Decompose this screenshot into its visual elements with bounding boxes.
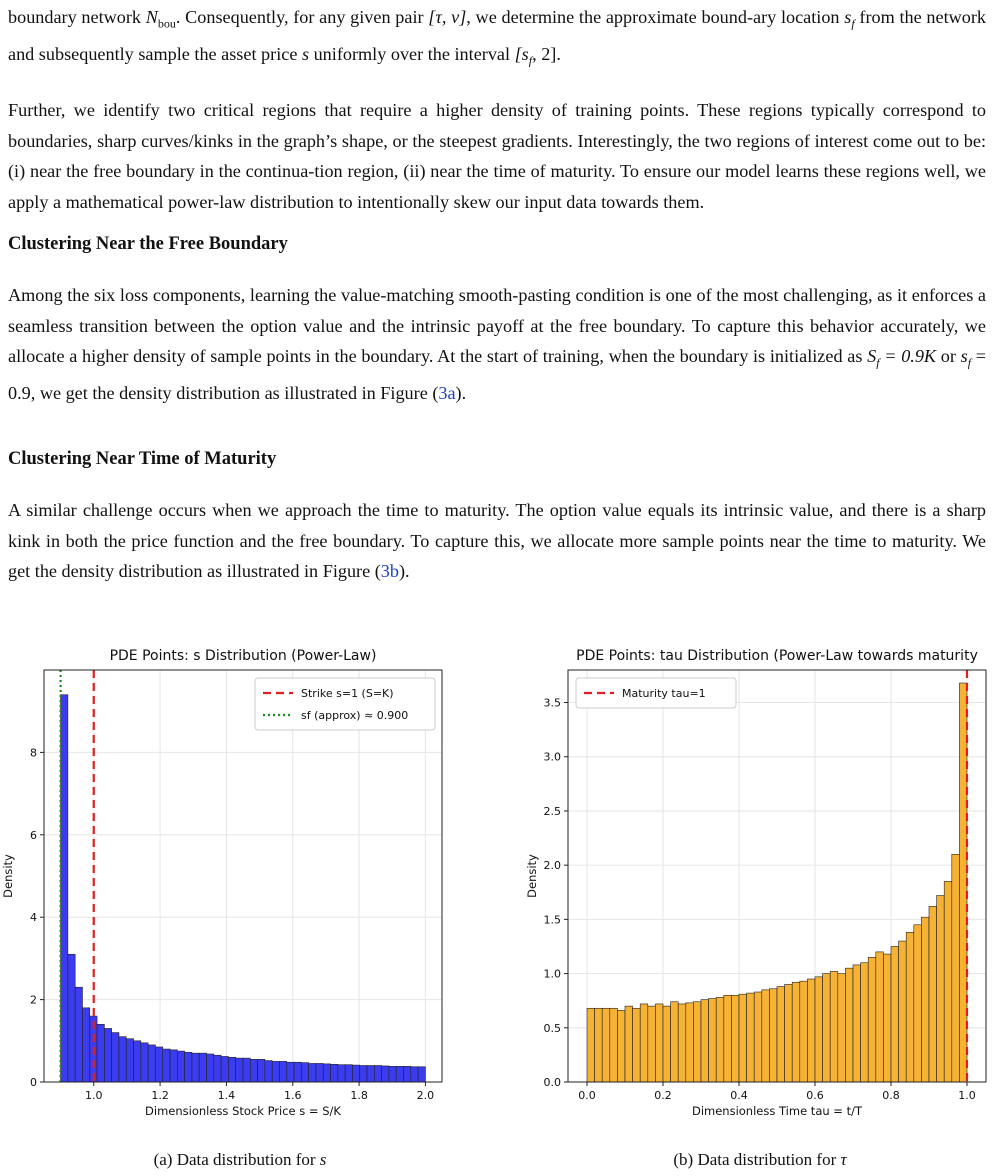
histogram-bar: [61, 695, 68, 1082]
histogram-bar: [170, 1050, 177, 1082]
histogram-bar: [762, 990, 770, 1082]
y-tick-label: 0.5: [543, 1021, 561, 1035]
histogram-bar: [331, 1064, 338, 1082]
histogram-bar: [418, 1067, 425, 1082]
x-tick-label: 1.0: [85, 1089, 103, 1102]
x-tick-label: 0.0: [578, 1089, 596, 1102]
histogram-bar: [272, 1061, 279, 1082]
histogram-bar: [633, 1008, 641, 1082]
histogram-bar: [876, 952, 884, 1082]
legend-label: Maturity tau=1: [622, 687, 706, 700]
y-tick-label: 8: [30, 746, 37, 760]
histogram-bar: [221, 1056, 228, 1082]
y-tick-label: 2: [30, 993, 37, 1007]
x-tick-label: 0.4: [730, 1089, 748, 1102]
paragraph-critical-regions: Further, we identify two critical regions that require a higher density of training points. These regions typically correspond to boundaries, sharp curves/kinks in the graph’s shape, or the steepest gradients. Interestingly, the two regions of interest come out to be: (i) near the free boundary in the continua-tion region, (ii) near the time of maturity. To ensure our model learns these regions well, we apply a mathematical power-law distribution to intentionally skew our input data towards them.: [8, 100, 986, 212]
histogram-bar: [141, 1043, 148, 1082]
histogram-bar: [701, 1000, 709, 1082]
figure-ref-3a[interactable]: 3a: [438, 383, 456, 404]
histogram-bar: [785, 984, 793, 1082]
histogram-bar: [250, 1059, 257, 1082]
histogram-bar: [265, 1061, 272, 1082]
x-tick-label: 1.2: [151, 1089, 169, 1102]
legend-label: sf (approx) ≈ 0.900: [301, 709, 409, 722]
histogram-bar: [663, 1006, 671, 1082]
histogram-bar: [769, 989, 777, 1082]
histogram-bar: [724, 995, 732, 1082]
histogram-bar: [301, 1063, 308, 1082]
y-tick-label: 4: [30, 911, 37, 925]
histogram-bar: [952, 854, 960, 1082]
histogram-bar: [587, 1008, 595, 1082]
histogram-bar: [396, 1066, 403, 1082]
y-tick-label: 0: [30, 1076, 37, 1089]
paragraph-maturity: A similar challenge occurs when we approach the time to maturity. The option value equals its intrinsic value, and there is a sharp kink in both the price function and the free boundary. To capture this, we allocate more sample points near the time to maturity. We get the density distribution as illustrated in Figure (3b).: [8, 500, 986, 581]
x-tick-label: 0.6: [806, 1089, 824, 1102]
histogram-bar: [610, 1008, 618, 1082]
legend: [576, 678, 736, 708]
histogram-bar: [595, 1008, 603, 1082]
histogram-bar: [352, 1065, 359, 1082]
axes-frame: [44, 670, 442, 1082]
histogram-bar: [323, 1064, 330, 1082]
histogram-bar: [97, 1024, 104, 1082]
x-tick-label: 1.0: [958, 1089, 976, 1102]
x-axis-label: Dimensionless Time tau = t/T: [691, 1104, 863, 1118]
histogram-bar: [287, 1062, 294, 1082]
histogram-bar: [148, 1045, 155, 1082]
y-axis-label: Density: [1, 854, 15, 898]
histogram-bar: [602, 1008, 610, 1082]
histogram-bar: [686, 1003, 694, 1082]
histogram-bar: [411, 1067, 418, 1082]
histogram-bar: [119, 1037, 126, 1082]
histogram-bar: [185, 1052, 192, 1082]
histogram-bar: [236, 1058, 243, 1082]
histogram-bar: [891, 946, 899, 1082]
histogram-bar: [258, 1059, 265, 1082]
histogram-bar: [899, 941, 907, 1082]
x-tick-label: 0.2: [654, 1089, 672, 1102]
histogram-bar: [374, 1066, 381, 1082]
histogram-bar: [777, 987, 785, 1082]
chart-tau-distribution: [500, 640, 994, 1120]
histogram-bar: [345, 1065, 352, 1082]
histogram-bar: [360, 1066, 367, 1082]
paragraph-free-boundary: Among the six loss components, learning the value-matching smooth-pasting condition is one of the most challenging, as it enforces a seamless transition between the option value and the intrinsic payoff at the free boundary. To capture this behavior accurately, we allocate a higher density of sample points in the boundary. At the start of training, when the boundary is initialized as $S_f = 0.9K$ or $s_f = 0.9$, we get the density distribution as illustrated in Figure (3a).: [8, 285, 987, 404]
histogram-bar: [163, 1049, 170, 1082]
histogram-bar: [309, 1063, 316, 1082]
x-tick-label: 1.6: [284, 1089, 302, 1102]
histogram-bar: [112, 1033, 119, 1082]
x-tick-label: 2.0: [416, 1089, 435, 1102]
section-heading-free-boundary: Clustering Near the Free Boundary: [8, 234, 288, 254]
chart-title: PDE Points: tau Distribution (Power-Law towards maturity: [576, 648, 978, 664]
x-axis-label: Dimensionless Stock Price s = S/K: [145, 1104, 341, 1118]
histogram-bar: [921, 917, 929, 1082]
histogram-bar: [104, 1028, 111, 1082]
histogram-bar: [830, 971, 838, 1082]
histogram-bar: [243, 1058, 250, 1082]
histogram-bar: [279, 1061, 286, 1082]
histogram-bar: [861, 963, 869, 1082]
caption-b: (b) Data distribution for τ: [673, 1150, 847, 1169]
histogram-bar: [792, 982, 800, 1082]
y-axis-label: Density: [525, 854, 539, 898]
y-tick-label: 1.0: [543, 967, 561, 981]
y-tick-label: 2.5: [543, 804, 561, 818]
x-tick-label: 0.8: [882, 1089, 900, 1102]
histogram-bar: [716, 997, 724, 1082]
histogram-bar: [228, 1057, 235, 1082]
histogram-bar: [655, 1004, 663, 1082]
histogram-bar: [739, 994, 747, 1082]
histogram-bar: [177, 1051, 184, 1082]
chart-title: PDE Points: s Distribution (Power-Law): [109, 648, 377, 664]
histogram-bar: [800, 981, 808, 1082]
histogram-bar: [906, 932, 914, 1082]
figure-ref-3b[interactable]: 3b: [380, 561, 399, 581]
histogram-bar: [640, 1004, 648, 1082]
histogram-bar: [625, 1006, 633, 1082]
histogram-bar: [404, 1066, 411, 1082]
histogram-bar: [937, 896, 945, 1082]
legend-box: [255, 678, 435, 730]
paragraph-intro: boundary network $N_{bou}$. Consequently, for any given pair [τ, v], we determine the approximate bound-ary location $s_f$ from the network and subsequently sample the asset price s uniformly over the interval [$s_f$, 2].: [8, 7, 986, 68]
histogram-bar: [845, 968, 853, 1082]
y-tick-label: 2.0: [543, 859, 561, 873]
histogram-bar: [883, 954, 891, 1082]
histogram-bar: [75, 987, 82, 1082]
histogram-bar: [807, 979, 815, 1082]
histogram-bar: [693, 1002, 701, 1082]
histogram-bar: [648, 1006, 656, 1082]
histogram-bar: [82, 1008, 89, 1082]
histogram-bar: [338, 1065, 345, 1082]
histogram-bar: [959, 683, 967, 1082]
section-heading-maturity: Clustering Near Time of Maturity: [8, 449, 277, 469]
histogram-bar: [207, 1054, 214, 1082]
y-tick-label: 3.5: [543, 696, 561, 710]
histogram-bar: [389, 1066, 396, 1082]
histogram-bar: [617, 1010, 625, 1082]
histogram-bar: [367, 1066, 374, 1082]
histogram-bar: [747, 993, 755, 1082]
y-tick-label: 1.5: [543, 913, 561, 927]
histogram-bar: [929, 906, 937, 1082]
chart-s-distribution: [0, 640, 490, 1120]
histogram-bar: [671, 1002, 679, 1082]
histogram-bar: [914, 925, 922, 1082]
x-tick-label: 1.8: [350, 1089, 368, 1102]
x-tick-label: 1.4: [217, 1089, 236, 1102]
histogram-bar: [754, 992, 762, 1082]
histogram-bar: [199, 1053, 206, 1082]
histogram-bar: [134, 1041, 141, 1082]
histogram-bar: [316, 1063, 323, 1082]
histogram-bar: [853, 965, 861, 1082]
histogram-bar: [678, 1004, 686, 1082]
histogram-bar: [815, 977, 823, 1082]
histogram-bar: [823, 974, 831, 1082]
histogram-bar: [155, 1047, 162, 1082]
histogram-bar: [944, 881, 952, 1082]
y-tick-label: 3.0: [543, 750, 561, 764]
y-tick-label: 0.0: [543, 1076, 561, 1089]
caption-a: (a) Data distribution for s: [153, 1150, 327, 1169]
histogram-bar: [709, 999, 717, 1082]
histogram-bar: [68, 954, 75, 1082]
histogram-bar: [214, 1055, 221, 1082]
y-tick-label: 6: [30, 828, 37, 842]
histogram-bar: [294, 1062, 301, 1082]
histogram-bar: [868, 957, 876, 1082]
histogram-bar: [192, 1053, 199, 1082]
legend: [255, 678, 435, 730]
histogram-bar: [126, 1039, 133, 1082]
legend-label: Strike s=1 (S=K): [301, 687, 394, 700]
histogram-bar: [382, 1066, 389, 1082]
histogram-bar: [731, 995, 739, 1082]
histogram-bar: [838, 974, 846, 1082]
